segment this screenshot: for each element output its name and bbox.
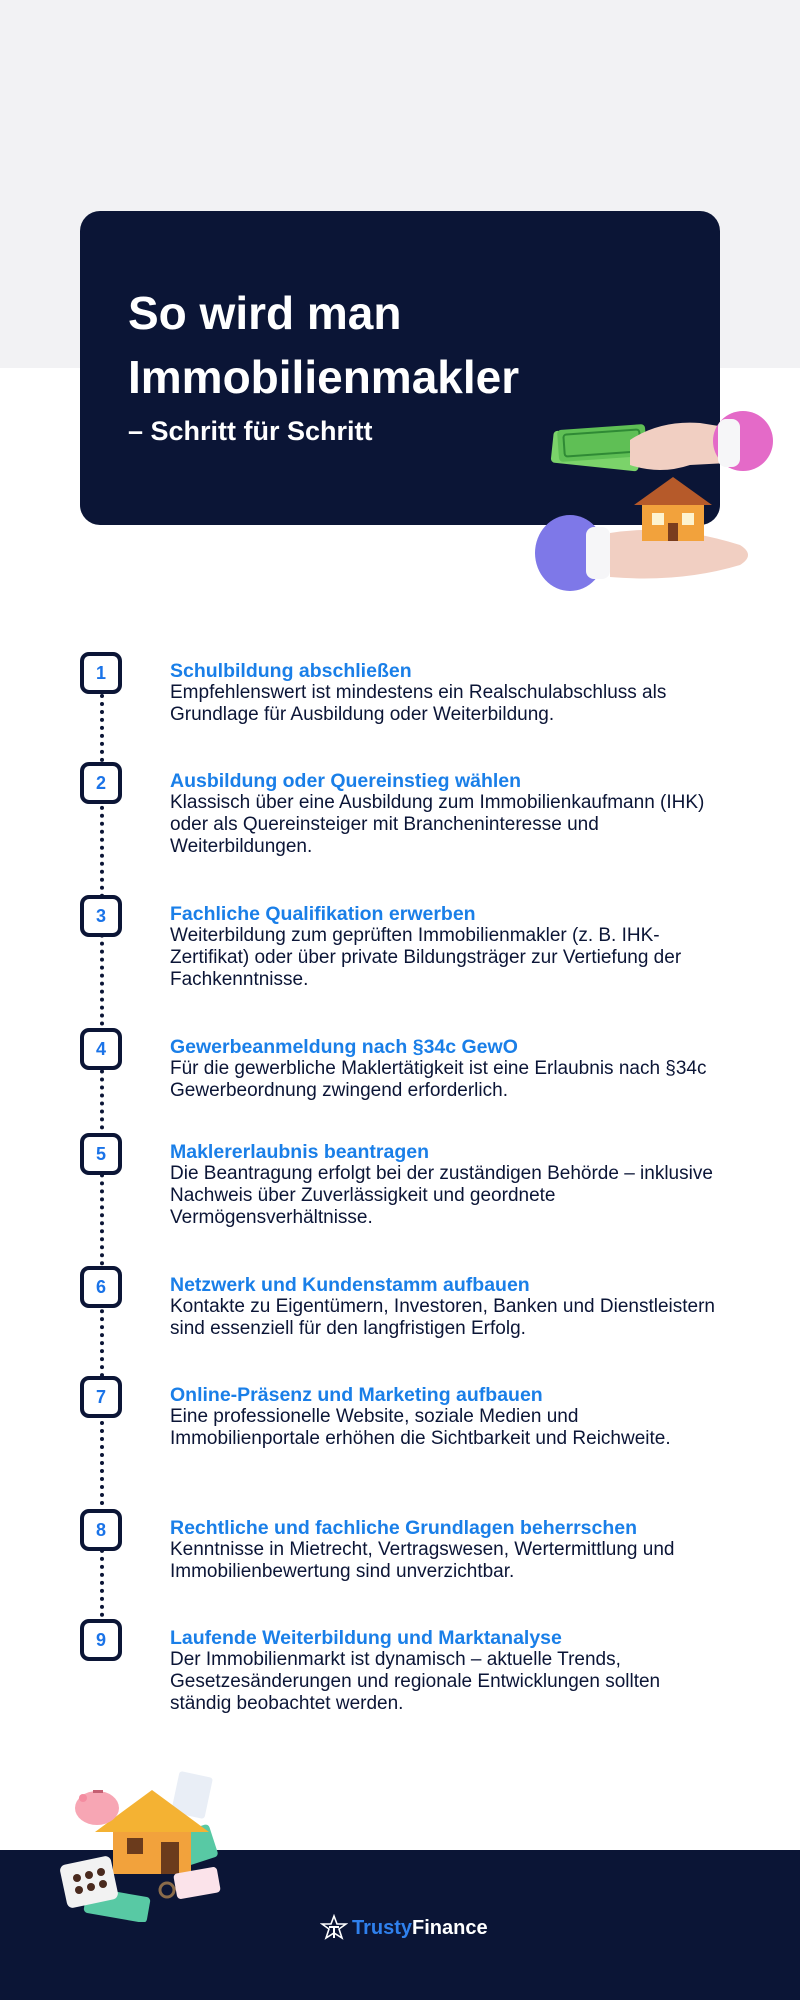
- step-text: [170, 1036, 725, 1102]
- step-text: [170, 1141, 725, 1229]
- step-number-badge: 7: [80, 1376, 122, 1418]
- step-number-badge: 8: [80, 1509, 122, 1551]
- step-description: Für die gewerbliche Maklertätigkeit ist eine Erlaubnis nach §34c Gewerbeordnung zwingend erforderlich.: [170, 1058, 707, 1101]
- brand-name: [352, 1914, 488, 1942]
- step-text: [170, 1517, 725, 1583]
- step-number-badge: 5: [80, 1133, 122, 1175]
- step-description: Kontakte zu Eigentümern, Investoren, Banken und Dienstleistern sind essenziell für den langfristigen Erfolg.: [170, 1296, 715, 1339]
- hands-money-house-illustration: [530, 405, 780, 605]
- hero-subtitle: – Schritt für Schritt: [128, 416, 373, 446]
- step-title: Online-Präsenz und Marketing aufbauen: [170, 1384, 543, 1406]
- step-number-badge: 1: [80, 652, 122, 694]
- step-description: Die Beantragung erfolgt bei der zuständigen Behörde – inklusive Nachweis über Zuverlässigkeit und geordnete Vermögensverhältnisse.: [170, 1163, 713, 1228]
- step-title: Maklererlaubnis beantragen: [170, 1141, 430, 1163]
- step-title: Ausbildung oder Quereinstieg wählen: [170, 770, 522, 792]
- trustyfinance-logo-icon: [320, 1914, 348, 1942]
- brand-name-part2: Finance: [412, 1917, 488, 1939]
- step-text: [170, 1274, 725, 1340]
- step-number-badge: 6: [80, 1266, 122, 1308]
- step-text: [170, 660, 725, 726]
- step-text: [170, 903, 725, 991]
- brand-logo[interactable]: [320, 1912, 488, 1944]
- step-description: Der Immobilienmarkt ist dynamisch – aktuelle Trends, Gesetzesänderungen und regionale Entwicklungen sollten ständig beobachtet werden.: [170, 1649, 661, 1714]
- step-number-badge: 3: [80, 895, 122, 937]
- brand-name-part1: Trusty: [352, 1917, 413, 1939]
- step-number-badge: 4: [80, 1028, 122, 1070]
- step-title: Laufende Weiterbildung und Marktanalyse: [170, 1627, 562, 1649]
- step-title: Schulbildung abschließen: [170, 660, 412, 682]
- house-piggybank-illustration: [55, 1762, 255, 1922]
- step-text: [170, 1627, 725, 1715]
- step-number-badge: 9: [80, 1619, 122, 1661]
- step-description: Empfehlenswert ist mindestens ein Realschulabschluss als Grundlage für Ausbildung oder Weiterbildung.: [170, 682, 667, 725]
- step-description: Klassisch über eine Ausbildung zum Immobilienkaufmann (IHK) oder als Quereinsteiger mit Brancheninteresse und Weiterbildungen.: [170, 792, 705, 857]
- step-text: [170, 770, 725, 858]
- step-description: Weiterbildung zum geprüften Immobilienmakler (z. B. IHK-Zertifikat) oder über private Bildungsträger zur Vertiefung der Fachkenntnisse.: [170, 925, 682, 990]
- step-description: Eine professionelle Website, soziale Medien und Immobilienportale erhöhen die Sichtbarkeit und Reichweite.: [170, 1406, 671, 1449]
- house-icon: [634, 477, 712, 541]
- step-title: Fachliche Qualifikation erwerben: [170, 903, 476, 925]
- step-number-badge: 2: [80, 762, 122, 804]
- step-text: [170, 1384, 725, 1450]
- piggy-bank-icon: [75, 1790, 119, 1825]
- step-title: Rechtliche und fachliche Grundlagen beherrschen: [170, 1517, 638, 1539]
- hero-title: So wird man Immobilienmakler: [128, 287, 520, 403]
- step-title: Gewerbeanmeldung nach §34c GewO: [170, 1036, 518, 1058]
- steps-timeline: [80, 652, 720, 1732]
- step-description: Kenntnisse in Mietrecht, Vertragswesen, Wertermittlung und Immobilienbewertung sind unverzichtbar.: [170, 1539, 675, 1582]
- step-title: Netzwerk und Kundenstamm aufbauen: [170, 1274, 530, 1296]
